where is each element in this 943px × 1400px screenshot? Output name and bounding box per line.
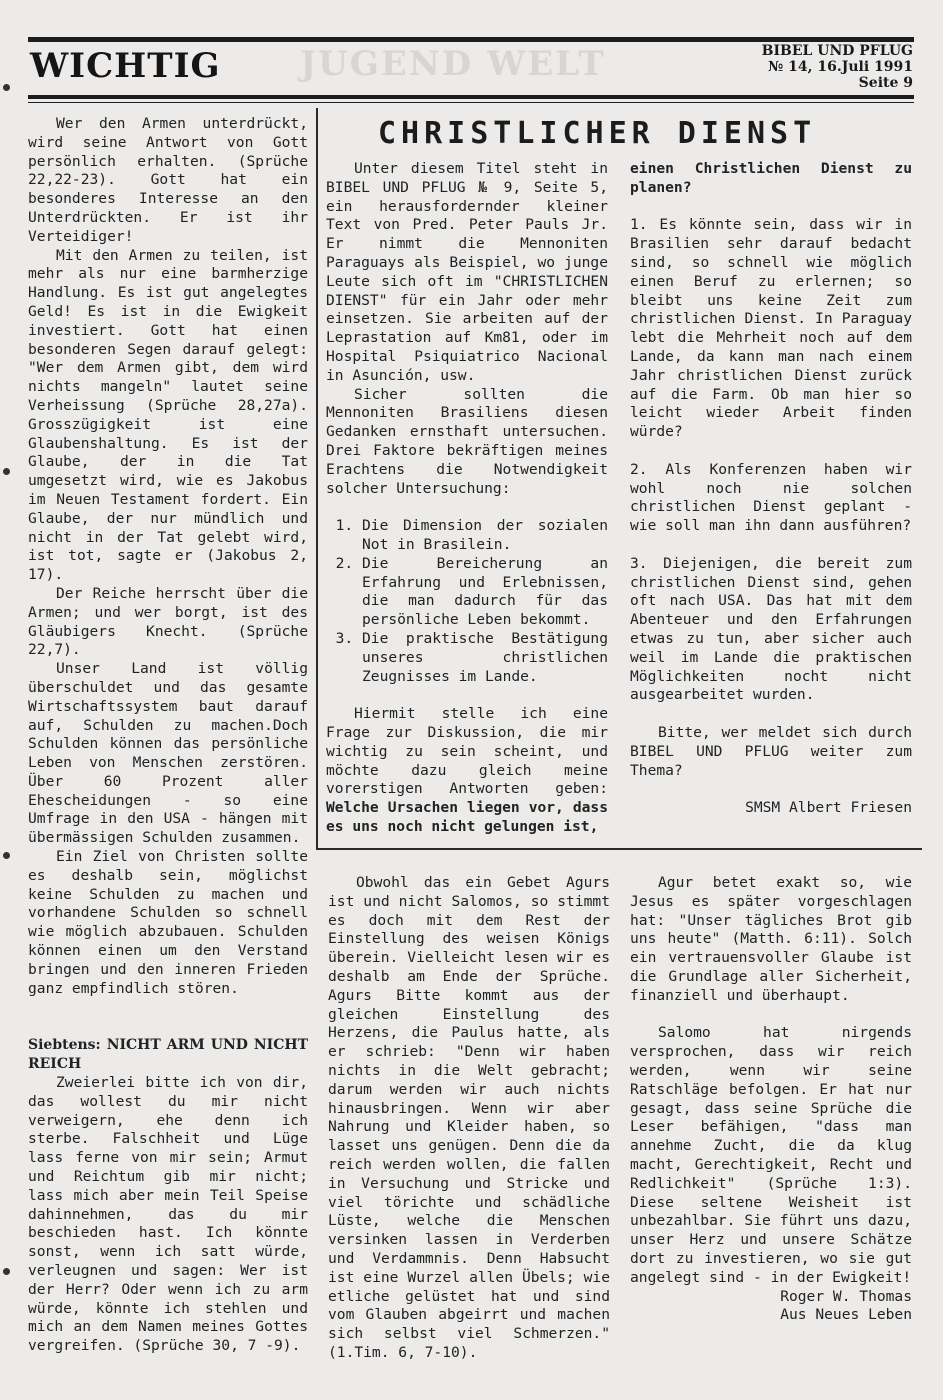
masthead-rule-top (28, 37, 914, 42)
masthead-info (762, 43, 913, 91)
signature: SMSM Albert Friesen (745, 799, 912, 817)
box-column-1 (326, 160, 608, 837)
list-item: 1. Die Dimension der sozialen Not in Brasilein. (362, 517, 608, 555)
article-title: CHRISTLICHER DIENST (378, 116, 817, 151)
paragraph: Mit den Armen zu teilen, ist mehr als nur eine barmherzige Handlung. Es ist gut angelegtes Geld! Es ist in die Ewigkeit investiert. Gott hat einen besonderen Segen darauf gelegt: "Wer dem Armen gibt, dem wird nichts mangeln" lautet seine Verheissung (Sprüche 28,27a). Grosszügigkeit ist eine Glaubenshaltung. Es ist der Glaube, der in die Tat umgesetzt wird, wie es Jakobus im Neuen Testament fordert. Ein Glaube, der nur mündlich und nicht in der Tat gelebt wird, ist tot, sagte er (Jakobus 2, 17). (28, 246, 308, 584)
paragraph: 2. Als Konferenzen haben wir wohl noch nie solchen christlichen Dienst geplant - wie soll man ihn dann ausführen? (630, 460, 912, 535)
paragraph: Bitte, wer meldet sich durch BIBEL UND PFLUG weiter zum Thema? (630, 723, 912, 779)
issue-date: № 14, 16.Juli 1991 (768, 59, 913, 75)
paragraph: Obwohl das ein Gebet Agurs ist und nicht Salomos, so stimmt es doch mit dem Rest der Einstellung des weisen Königs überein. Vielleicht lesen wir es deshalb am Ende der Sprüche. Agurs Bitte kommt aus der gleichen Einstellung des Herzens, die Paulus hatte, als er schrieb: "Denn wir haben nichts in die Welt gebracht; darum werden wir auch nichts hinausbringen. Wenn wir aber Nahrung und Kleider haben, so lasset uns genügen. Denn die da reich werden wollen, die fallen in Versuchung und Stricke und viel törichte und schädliche Lüste, welche die Menschen versinken lassen in Verderben und Verdammnis. Denn Habsucht ist eine Wurzel allen Übels; wie etliche gelüstet hat und sind vom Glauben abgeirrt und machen sich selbst viel Schmerzen." (1.Tim. 6, 7-10). (328, 874, 610, 1361)
section-heading: Siebtens: NICHT ARM UND NICHT REICH (28, 1037, 308, 1073)
bold-question: Welche Ursachen liegen vor, dass es uns noch nicht gelungen ist, (326, 799, 608, 835)
masthead-rule-bottom (28, 95, 914, 99)
paragraph: Unser Land ist völlig überschuldet und das gesamte Wirtschaftssystem baut darauf auf, Schulden zu machen.Doch Schulden können das persönliche Leben von Menschen zerstören. Über 60 Prozent aller Ehescheidungen - so eine Umfrage in den USA - hängen mit übermässigen Schulden zusammen. (28, 660, 308, 847)
source: Aus Neues Leben (780, 1306, 912, 1324)
page-number: Seite 9 (858, 75, 913, 91)
list-item: 2. Die Bereicherung an Erfahrung und Erlebnissen, die man dadurch für das persönliche Leben bekommt. (362, 555, 608, 630)
paragraph: Agur betet exakt so, wie Jesus es später vorgeschlagen hat: "Unser tägliches Brot gib uns heute" (Matth. 6:11). Solch ein vertrauensvoller Glaube ist die Grundlage aller Sicherheit, finanziell und überhaupt. (630, 874, 912, 1004)
bottom-column-2 (630, 874, 912, 1325)
binding-hole (3, 852, 10, 859)
paragraph: Sicher sollten die Mennoniten Brasiliens diesen Gedanken ernsthaft untersuchen. Drei Faktore bekräftigen meines Erachtens die Notwendigkeit solcher Untersuchung: (326, 385, 608, 497)
paragraph: Der Reiche herrscht über die Armen; und wer borgt, ist des Gläubigers Knecht. (Sprüche 22,7). (28, 584, 308, 659)
paragraph: 3. Diejenigen, die bereit zum christlichen Dienst sind, gehen oft nach USA. Das hat mit dem Abenteuer und den Erfahrungen etwas zu tun, aber sicher auch weil im Lande die praktischen Möglichkeiten nocht nicht ausgearbeitet wurden. (630, 554, 912, 704)
binding-hole (3, 1268, 10, 1275)
section-title: WICHTIG (30, 46, 221, 86)
list-item: 3. Die praktische Bestätigung unseres christlichen Zeugnisses im Lande. (362, 630, 608, 686)
paragraph (326, 705, 608, 837)
paragraph: Ein Ziel von Christen sollte es deshalb sein, möglichst keine Schulden zu machen und vorhandene Schulden so schnell wie möglich abzubauen. Schulden können einen um den Verstand bringen und den inneren Frieden ganz empfindlich stören. (28, 848, 308, 997)
paragraph: Salomo hat nirgends versprochen, dass wir reich werden, wenn wir seine Ratschläge befolgen. Er hat nur gesagt, dass seine Sprüche die Leser befähigen, "dass man annehme Zucht, die da klug macht, Gerechtigkeit, Recht und Redlichkeit" (Sprüche 1:3). Diese seltene Weisheit ist unbezahlbar. Sie führt uns dazu, unser Herz und unsere Schätze dort zu investieren, wo sie gut angelegt sind - in der Ewigkeit! (630, 1024, 912, 1286)
box-column-2 (630, 160, 912, 818)
publication-name: BIBEL UND PFLUG (761, 43, 913, 59)
paragraph: Unter diesem Titel steht in BIBEL UND PFLUG № 9, Seite 5, ein herausfordernder kleiner Text von Pred. Peter Pauls Jr. Er nimmt die Mennoniten Paraguays als Beispiel, wo junge Leute sich oft im "CHRISTLICHEN DIENST" für ein Jahr oder mehr einsetzen. Sie arbeiten auf der Leprastation auf Km81, oder im Hospital Psiquiatrico Nacional in Asunción, usw. (326, 160, 608, 384)
masthead-rule-thin (28, 102, 914, 103)
binding-hole (3, 84, 10, 91)
factor-list (326, 517, 608, 686)
bottom-column-1 (328, 874, 610, 1363)
paragraph: 1. Es könnte sein, dass wir in Brasilien sehr darauf bedacht sind, so schnell wie möglich einen Beruf zu erlernen; so bleibt uns keine Zeit zum christlichen Dienst. In Paraguay lebt die Mehrheit noch auf dem Lande, da kann man nach einem Jahr christlichen Dienst zurück auf die Farm. Ob man hier so leicht wieder Arbeit finden würde? (630, 216, 912, 441)
bold-question-cont: einen Christlichen Dienst zu planen? (630, 160, 912, 196)
background-text: JUGEND WELT (300, 44, 606, 84)
paragraph: Zweierlei bitte ich von dir, das wollest du mir nicht verweigern, ehe denn ich sterbe. Falschheit und Lüge lass ferne von mir sein; Armut und Reichtum gib mir nicht; lass mich aber mein Teil Speise dahinnehmen, das du mir beschieden hast. Ich könnte sonst, wenn ich satt würde, verleugnen und sagen: Wer ist der Herr? Oder wenn ich zu arm würde, könnte ich stehlen und mich an dem Namen meines Gottes vergreifen. (Sprüche 30, 7 -9). (28, 1074, 308, 1355)
paragraph: Wer den Armen unterdrückt, wird seine Antwort von Gott persönlich erhalten. (Sprüche 22,22-23). Gott hat ein besonderes Interesse an den Unterdrückten. Er ist ihr Verteidiger! (28, 115, 308, 245)
paragraph-text: Hiermit stelle ich eine Frage zur Diskussion, die mir wichtig zu sein scheint, und möchte dazu gleich meine vorerstigen Antworten geben: (326, 705, 608, 798)
left-column (28, 115, 308, 1356)
author: Roger W. Thomas (780, 1287, 912, 1305)
binding-hole (3, 468, 10, 475)
